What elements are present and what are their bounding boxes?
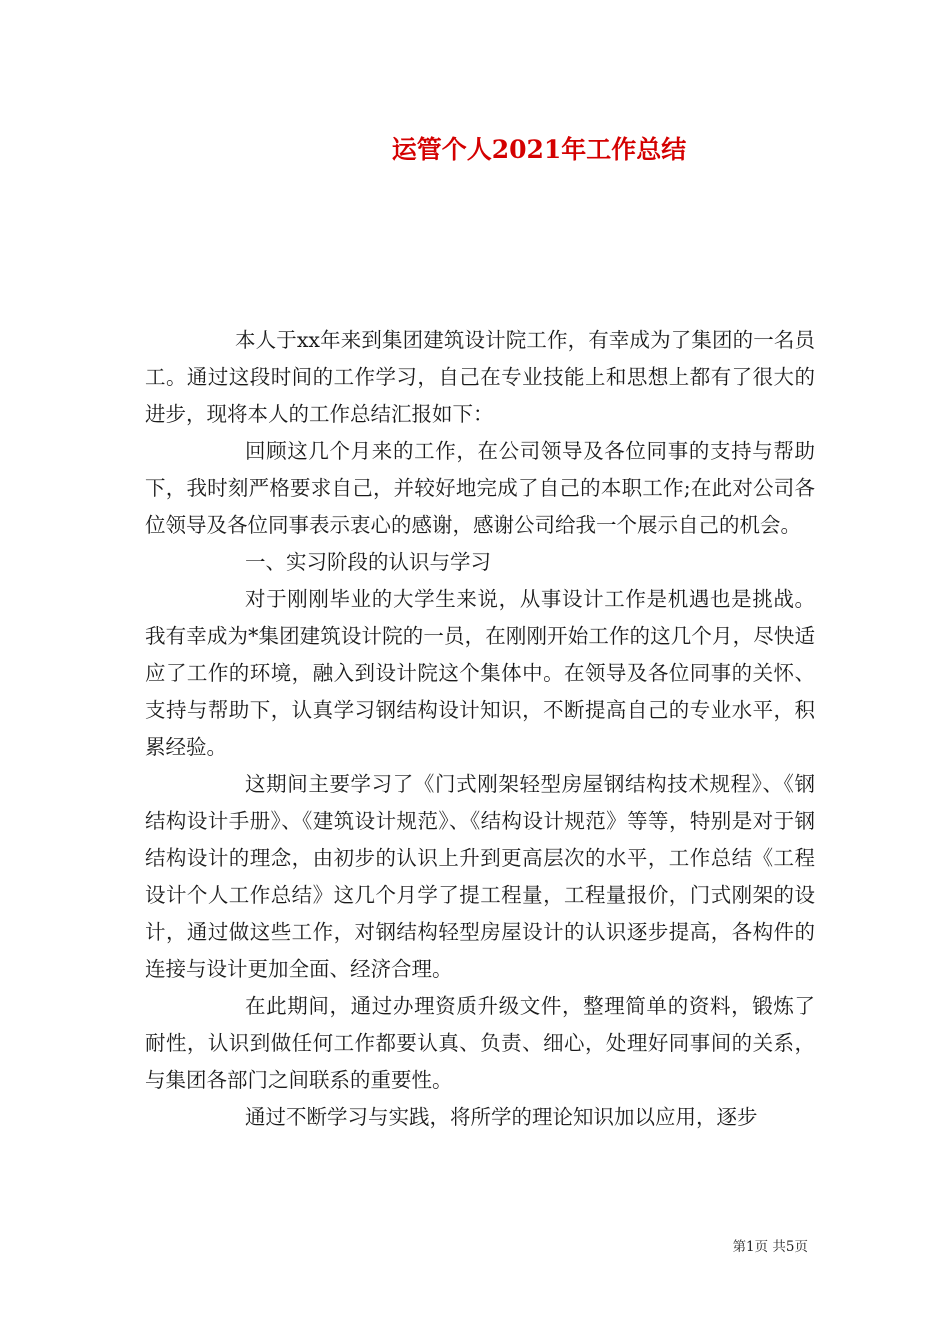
paragraph-period: 在此期间，通过办理资质升级文件，整理简单的资料，锻炼了耐性，认识到做任何工作都要认真、负责、细心，处理好同事间的关系，与集团各部门之间联系的重要性。	[145, 994, 815, 1092]
page-title: 运管个人2021年工作总结	[391, 135, 687, 164]
document-body	[145, 322, 815, 1136]
page-number: 第1页 共5页	[732, 1239, 808, 1255]
paragraph-internship: 对于刚刚毕业的大学生来说，从事设计工作是机遇也是挑战。我有幸成为*集团建筑设计院的一员，在刚刚开始工作的这几个月，尽快适应了工作的环境，融入到设计院这个集体中。在领导及各位同事的关怀、支持与帮助下，认真学习钢结构设计知识，不断提高自己的专业水平，积累经验。	[145, 587, 815, 759]
paragraph-practice: 通过不断学习与实践，将所学的理论知识加以应用，逐步	[245, 1105, 758, 1129]
section-heading: 一、实习阶段的认识与学习	[245, 550, 491, 574]
paragraph-review: 回顾这几个月来的工作，在公司领导及各位同事的支持与帮助下，我时刻严格要求自己，并较好地完成了自己的本职工作;在此对公司各位领导及各位同事表示衷心的感谢，感谢公司给我一个展示自己的机会。	[145, 439, 815, 537]
paragraph-intro: 本人于xx年来到集团建筑设计院工作，有幸成为了集团的一名员工。通过这段时间的工作学习，自己在专业技能上和思想上都有了很大的进步，现将本人的工作总结汇报如下：	[145, 328, 815, 426]
paragraph-study: 这期间主要学习了《门式刚架轻型房屋钢结构技术规程》、《钢结构设计手册》、《建筑设计规范》、《结构设计规范》等等，特别是对于钢结构设计的理念，由初步的认识上升到更高层次的水平，工作总结《工程设计个人工作总结》这几个月学了提工程量，工程量报价，门式刚架的设计，通过做这些工作，对钢结构轻型房屋设计的认识逐步提高，各构件的连接与设计更加全面、经济合理。	[145, 772, 815, 981]
